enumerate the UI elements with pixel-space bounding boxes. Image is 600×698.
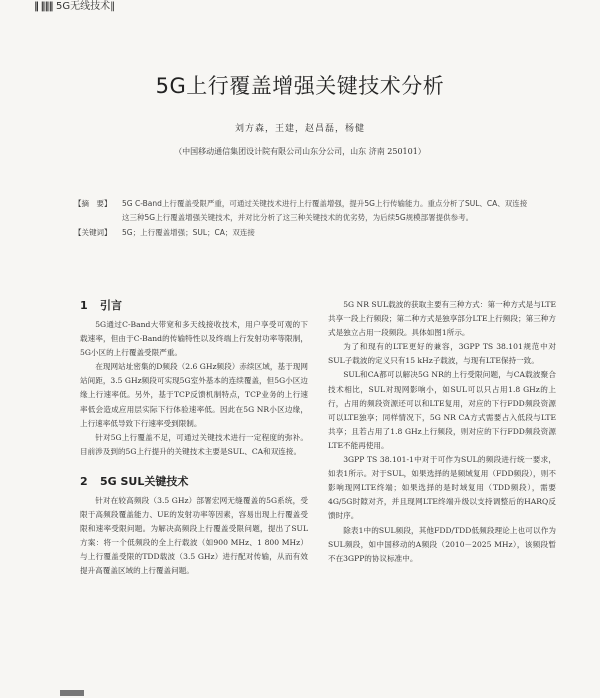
section-1-heading [80, 298, 308, 314]
right-paragraph: SUL和CA都可以解决5G NR的上行受限问题，与CA载波聚合技术相比，SUL对现网影响小，如SUL可以只占用1.8 GHz的上行，占用的频段资源还可以和LTE复用，对应的下行FDD频段资源可以LTE独享；同样情况下，5G NR CA方式需要占入低段与LTE共享；且若占用了1.8 GHz上行频段，则对应的下行FDD频段资源LTE不能再使用。 [328, 370, 556, 450]
section-2-title: 5G SUL关键技术 [100, 474, 189, 488]
section-1-paragraph: 在现网站址密集的D频段（2.6 GHz频段）赤续区域，基于现网站间距，3.5 GHz频段可实现5G室外基本的连续覆盖，但5G小区边缘上行速率低。另外，基于TCP反馈机制特点，TCP业务的上行速率低会造成应用层实际下行体验速率低。因此在5G NR小区边缘，上行速率低导致下行速率受到限制。 [80, 362, 308, 428]
right-paragraph: 3GPP TS 38.101-1中对于可作为SUL的频段进行统一要求，如表1所示。对于SUL，如果选择的是频域复用（FDD频段），则不影响现网LTE终端；如果选择的是时域复用（TDD频段），需要4G/5G时隙对齐，并且现网LTE终端升级以支持调整后的HARQ反馈时序。 [328, 455, 556, 521]
section-1-number: 1 [80, 299, 88, 312]
right-column [328, 298, 556, 566]
section-1-paragraph: 针对5G上行覆盖不足，可通过关键技术进行一定程度的弥补。目前涉及到的5G上行提升的关键技术主要是SUL、CA和双连接。 [80, 432, 308, 456]
section-2-heading [80, 474, 308, 490]
footer-bar [60, 690, 84, 696]
right-paragraph: 除表1中的SUL频段，其他FDD/TDD低频段理论上也可以作为SUL频段，如中国移动的A频段（2010－2025 MHz），该频段暂不在3GPP的协议标准中。 [328, 525, 556, 563]
affiliation: （中国移动通信集团设计院有限公司山东分公司，山东 济南 250101） [174, 147, 426, 156]
section-2-paragraph: 针对在较高频段（3.5 GHz）部署宏网无缝覆盖的5G系统，受限于高频段覆盖能力、UE的发射功率等因素，容易出现上行覆盖受限和速率受限问题。为解决高频段上行覆盖受限问题，提出了SUL方案：将一个低频段的全上行载波（如900 MHz、1 800 MHz）与上行覆盖受限的TDD载波（3.5 GHz）进行配对传输，从而有效提升高覆盖区域的上行覆盖问题。 [80, 495, 308, 576]
keywords-row [74, 226, 534, 240]
keywords-tag: 【关键词】 [74, 228, 112, 237]
abstract-tag: 【摘 要】 [74, 199, 112, 208]
header-bars-icon: ‖ ‖‖‖ [34, 1, 53, 12]
paper-title: 5G上行覆盖增强关键技术分析 [155, 74, 445, 98]
header-label: 5G无线技术‖ [56, 1, 116, 12]
left-column [80, 298, 308, 579]
keywords-text: 5G；上行覆盖增强；SUL；CA；双连接 [122, 228, 255, 237]
running-header [0, 0, 600, 13]
abstract-text: 5G C-Band上行覆盖受限严重，可通过关键技术进行上行覆盖增强，提升5G上行传输能力。重点分析了SUL、CA、双连接这三种5G上行覆盖增强关键技术，并对比分析了这三种关键技术的优劣势，为后续5G规模部署提供参考。 [122, 199, 528, 222]
authors: 刘方森，王建，赵昌磊，杨健 [234, 124, 365, 134]
section-2-number: 2 [80, 474, 88, 488]
abstract-block [74, 197, 534, 240]
abstract-row [74, 197, 534, 225]
section-1-paragraph: 5G通过C-Band大带宽和多天线接收技术，用户享受可观的下载速率，但由于C-Band的传输特性以及终端上行发射功率等限制，5G小区的上行覆盖受限严重。 [80, 320, 308, 358]
right-paragraph: 5G NR SUL载波的获取主要有三种方式：第一种方式是与LTE共享一段上行频段；第二种方式是独享部分LTE上行频段；第三种方式是独立占用一段频段。具体如图1所示。 [328, 300, 556, 338]
right-paragraph: 为了和现有的LTE更好的兼容，3GPP TS 38.101规范中对SUL子载波的定义只有15 kHz子载波，与现有LTE保持一致。 [328, 342, 556, 366]
section-1-title: 引言 [100, 299, 122, 312]
